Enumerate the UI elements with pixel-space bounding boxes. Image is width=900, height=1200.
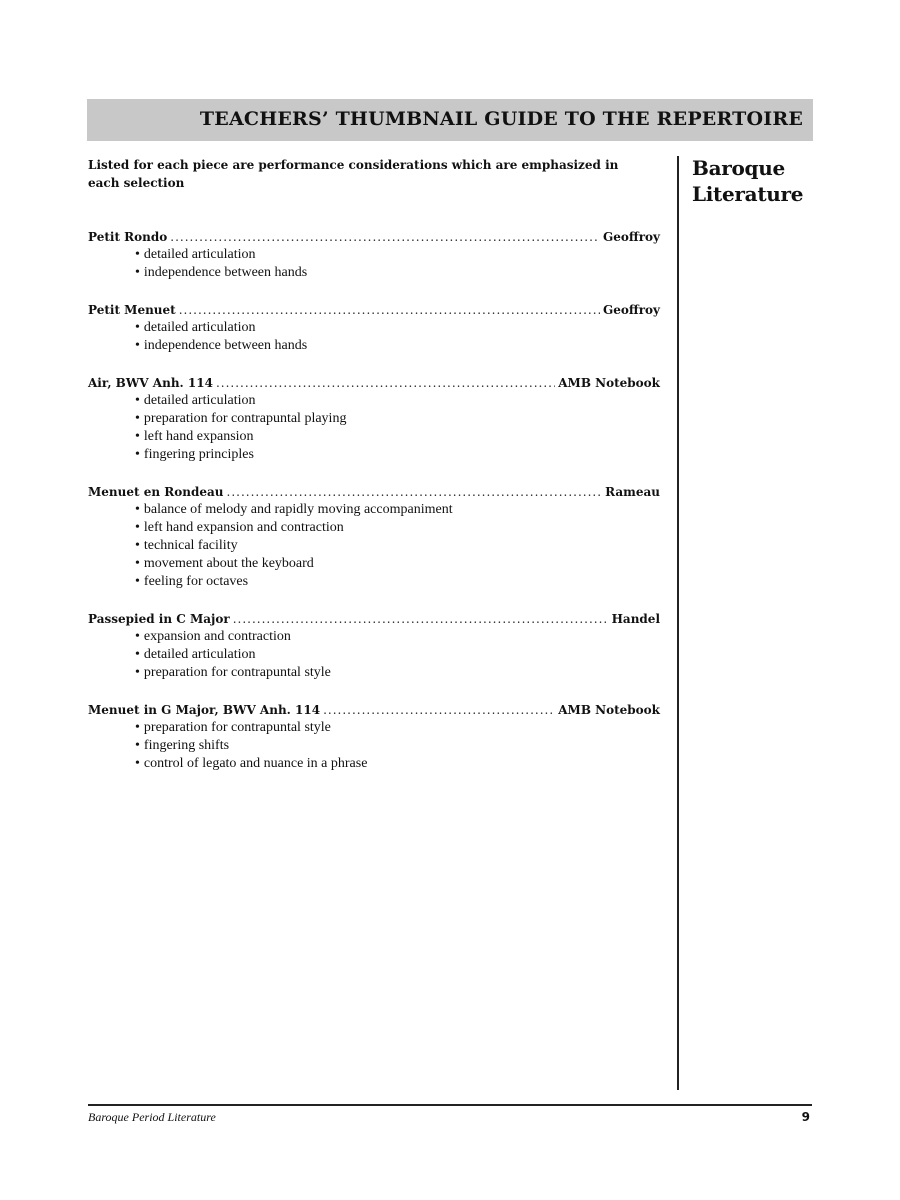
dot-leader bbox=[233, 610, 609, 628]
repertoire-entry bbox=[88, 301, 660, 355]
consideration-item bbox=[135, 519, 660, 537]
consideration-text: left hand expansion bbox=[143, 429, 254, 444]
repertoire-list bbox=[88, 228, 660, 792]
piece-title: Menuet en Rondeau bbox=[88, 485, 224, 499]
consideration-list bbox=[88, 628, 660, 682]
consideration-item bbox=[135, 410, 660, 428]
bullet-icon: • bbox=[135, 447, 140, 462]
repertoire-entry bbox=[88, 228, 660, 282]
consideration-text: independence between hands bbox=[143, 338, 308, 353]
header-band bbox=[87, 99, 813, 141]
entry-heading bbox=[88, 483, 660, 501]
consideration-item bbox=[135, 755, 660, 773]
piece-title: Petit Rondo bbox=[88, 230, 168, 244]
consideration-text: control of legato and nuance in a phrase bbox=[143, 756, 368, 771]
consideration-item bbox=[135, 719, 660, 737]
entry-heading bbox=[88, 610, 660, 628]
repertoire-entry bbox=[88, 483, 660, 591]
bullet-icon: • bbox=[135, 411, 140, 426]
bullet-icon: • bbox=[135, 502, 140, 517]
composer-name: AMB Notebook bbox=[558, 703, 660, 717]
bullet-icon: • bbox=[135, 338, 140, 353]
consideration-text: movement about the keyboard bbox=[143, 556, 314, 571]
dot-leader bbox=[179, 301, 600, 319]
consideration-item bbox=[135, 446, 660, 464]
bullet-icon: • bbox=[135, 393, 140, 408]
consideration-text: expansion and contraction bbox=[143, 629, 291, 644]
repertoire-entry bbox=[88, 610, 660, 682]
bullet-icon: • bbox=[135, 629, 140, 644]
consideration-list bbox=[88, 319, 660, 355]
consideration-list bbox=[88, 392, 660, 464]
bullet-icon: • bbox=[135, 574, 140, 589]
consideration-text: preparation for contrapuntal style bbox=[143, 665, 331, 680]
consideration-list bbox=[88, 719, 660, 773]
consideration-text: detailed articulation bbox=[143, 320, 256, 335]
entry-heading bbox=[88, 228, 660, 246]
bullet-icon: • bbox=[135, 520, 140, 535]
section-title: Baroque Literature bbox=[692, 156, 804, 206]
dot-leader bbox=[216, 374, 555, 392]
consideration-item bbox=[135, 537, 660, 555]
consideration-item bbox=[135, 264, 660, 282]
composer-name: AMB Notebook bbox=[558, 376, 660, 390]
page-title: TEACHERS’ THUMBNAIL GUIDE TO THE REPERTOIRE bbox=[199, 108, 803, 130]
bullet-icon: • bbox=[135, 320, 140, 335]
consideration-item bbox=[135, 319, 660, 337]
consideration-item bbox=[135, 628, 660, 646]
composer-name: Geoffroy bbox=[602, 303, 660, 317]
consideration-item bbox=[135, 392, 660, 410]
consideration-text: detailed articulation bbox=[143, 647, 256, 662]
consideration-text: fingering shifts bbox=[143, 738, 230, 753]
vertical-divider bbox=[677, 156, 679, 1090]
consideration-text: detailed articulation bbox=[143, 393, 256, 408]
consideration-text: preparation for contrapuntal playing bbox=[143, 411, 347, 426]
intro-text: Listed for each piece are performance considerations which are emphasized in each selection bbox=[88, 158, 619, 190]
consideration-item bbox=[135, 246, 660, 264]
bullet-icon: • bbox=[135, 756, 140, 771]
consideration-text: left hand expansion and contraction bbox=[143, 520, 344, 535]
footer-divider bbox=[88, 1104, 812, 1106]
piece-title: Passepied in C Major bbox=[88, 612, 230, 626]
consideration-item bbox=[135, 737, 660, 755]
piece-title: Petit Menuet bbox=[88, 303, 176, 317]
consideration-item bbox=[135, 428, 660, 446]
dot-leader bbox=[227, 483, 603, 501]
composer-name: Handel bbox=[611, 612, 660, 626]
consideration-item bbox=[135, 501, 660, 519]
piece-title: Menuet in G Major, BWV Anh. 114 bbox=[88, 703, 321, 717]
consideration-list bbox=[88, 501, 660, 591]
repertoire-entry bbox=[88, 701, 660, 773]
consideration-item bbox=[135, 646, 660, 664]
consideration-text: technical facility bbox=[143, 538, 238, 553]
dot-leader bbox=[170, 228, 600, 246]
consideration-item bbox=[135, 664, 660, 682]
bullet-icon: • bbox=[135, 429, 140, 444]
bullet-icon: • bbox=[135, 720, 140, 735]
bullet-icon: • bbox=[135, 538, 140, 553]
consideration-item bbox=[135, 573, 660, 591]
bullet-icon: • bbox=[135, 647, 140, 662]
bullet-icon: • bbox=[135, 265, 140, 280]
consideration-text: fingering principles bbox=[143, 447, 254, 462]
bullet-icon: • bbox=[135, 738, 140, 753]
footer-section-label: Baroque Period Literature bbox=[88, 1110, 216, 1124]
consideration-text: independence between hands bbox=[143, 265, 308, 280]
consideration-text: preparation for contrapuntal style bbox=[143, 720, 331, 735]
bullet-icon: • bbox=[135, 665, 140, 680]
consideration-list bbox=[88, 246, 660, 282]
composer-name: Rameau bbox=[605, 485, 660, 499]
dot-leader bbox=[323, 701, 555, 719]
composer-name: Geoffroy bbox=[602, 230, 660, 244]
consideration-item bbox=[135, 337, 660, 355]
consideration-text: feeling for octaves bbox=[143, 574, 249, 589]
page-number: 9 bbox=[801, 1110, 810, 1124]
repertoire-entry bbox=[88, 374, 660, 464]
consideration-item bbox=[135, 555, 660, 573]
piece-title: Air, BWV Anh. 114 bbox=[88, 376, 213, 390]
entry-heading bbox=[88, 301, 660, 319]
bullet-icon: • bbox=[135, 247, 140, 262]
entry-heading bbox=[88, 701, 660, 719]
bullet-icon: • bbox=[135, 556, 140, 571]
consideration-text: detailed articulation bbox=[143, 247, 256, 262]
entry-heading bbox=[88, 374, 660, 392]
consideration-text: balance of melody and rapidly moving accompaniment bbox=[143, 502, 453, 517]
